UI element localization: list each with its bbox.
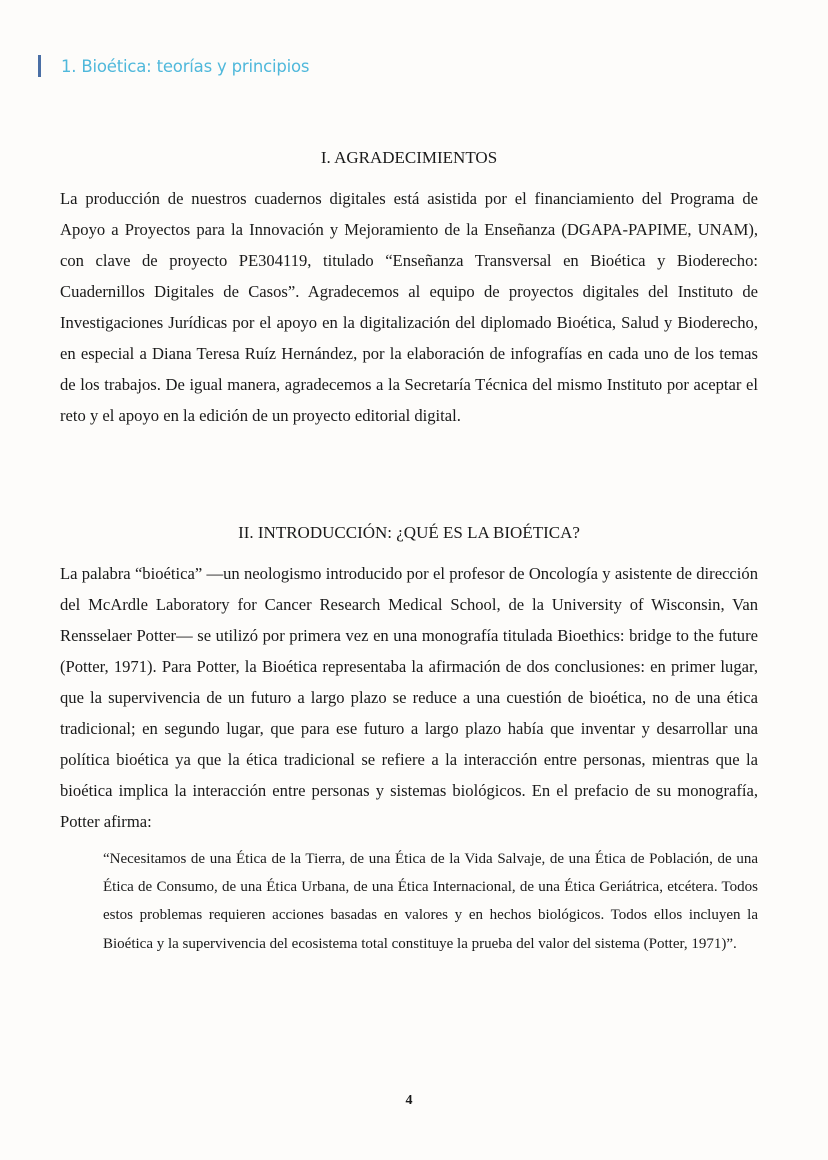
running-header-title: 1. Bioética: teorías y principios (61, 56, 310, 76)
header-accent-bar (38, 55, 41, 77)
page-number: 4 (405, 1093, 413, 1108)
section-title-agradecimientos: I. AGRADECIMIENTOS (320, 148, 498, 167)
section-title-introduccion: II. INTRODUCCIÓN: ¿QUÉ ES LA BIOÉTICA? (238, 523, 580, 542)
blockquote-potter: “Necesitamos de una Ética de la Tierra, de una Ética de la Vida Salvaje, de una Ética de Población, de una Ética de Consumo, de una Ética Urbana, de una Ética Internacional, de una Ética Geriátrica, etcétera. Todos estos problemas requieren acciones basadas en valores y en hechos biológicos. Todos ellos incluyen la Bioética y la supervivencia del ecosistema total constituye la prueba del valor del sistema (Potter, 1971)”. (103, 851, 758, 952)
paragraph-introduccion: La palabra “bioética” —un neologismo introducido por el profesor de Oncología y asistente de dirección del McArdle Laboratory for Cancer Research Medical School, de la University of Wisconsin, Van Rensselaer Potter— se utilizó por primera vez en una monografía titulada Bioethics: bridge to the future (Potter, 1971). Para Potter, la Bioética representaba la afirmación de dos conclusiones: en primer lugar, que la supervivencia de un futuro a largo plazo se reduce a una cuestión de bioética, no de una ética tradicional; en segundo lugar, que para ese futuro a largo plazo había que inventar y desarrollar una política bioética ya que la ética tradicional se refiere a la interacción entre personas, mientras que la bioética implica la interacción entre personas y sistemas biológicos. En el prefacio de su monografía, Potter afirma: (60, 564, 758, 831)
running-header (38, 54, 309, 78)
paragraph-agradecimientos: La producción de nuestros cuadernos digitales está asistida por el financiamiento del Programa de Apoyo a Proyectos para la Innovación y Mejoramiento de la Enseñanza (DGAPA-PAPIME, UNAM), con clave de proyecto PE304119, titulado “Enseñanza Transversal en Bioética y Bioderecho: Cuadernillos Digitales de Casos”. Agradecemos al equipo de proyectos digitales del Instituto de Investigaciones Jurídicas por el apoyo en la digitalización del diplomado Bioética, Salud y Bioderecho, en especial a Diana Teresa Ruíz Hernández, por la elaboración de infografías en cada uno de los temas de los trabajos. De igual manera, agradecemos a la Secretaría Técnica del mismo Instituto por aceptar el reto y el apoyo en la edición de un proyecto editorial digital. (60, 189, 758, 425)
